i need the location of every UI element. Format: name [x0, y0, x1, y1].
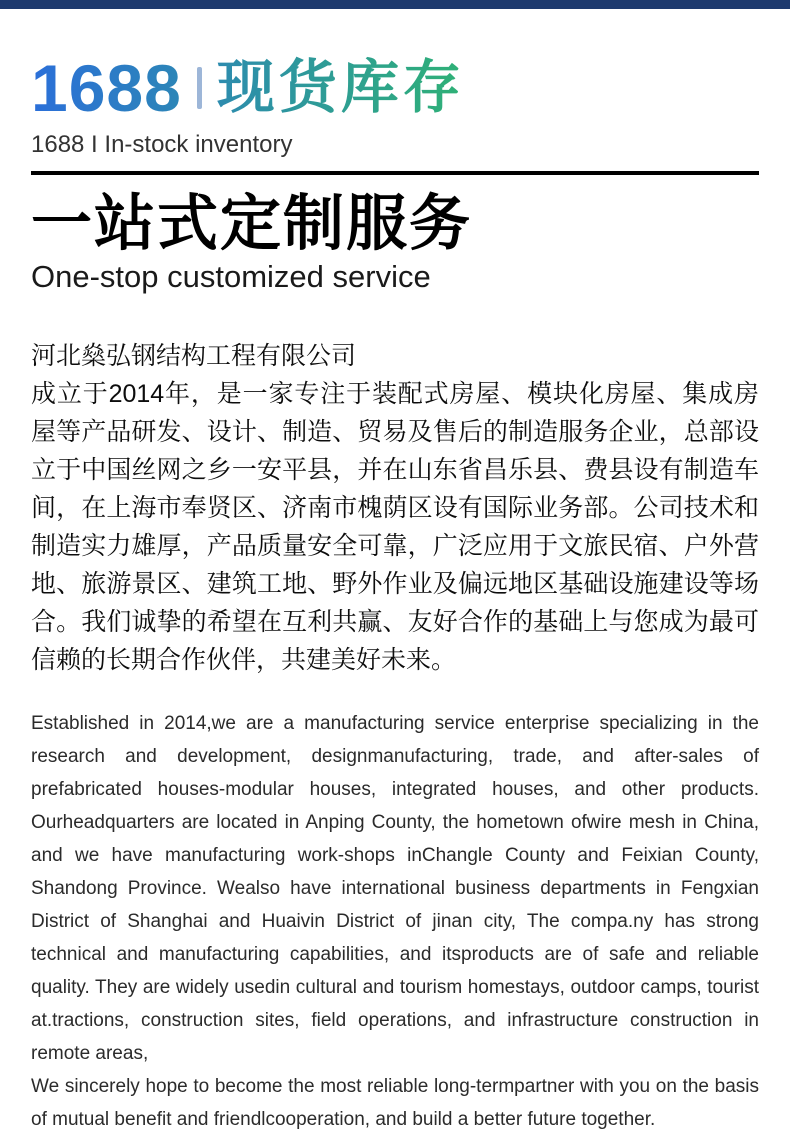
brand-separator-bar — [197, 67, 202, 109]
page-title-cn: 一站式定制服务 — [31, 189, 473, 257]
company-intro-en — [31, 707, 759, 1136]
page-title-en: One-stop customized service — [31, 259, 431, 295]
company-intro-cn — [31, 337, 759, 679]
brand-lockup — [31, 51, 465, 125]
brand-subtitle-en: 1688 I In-stock inventory — [31, 131, 293, 158]
header-divider — [31, 171, 759, 175]
brand-title-cn: 现货库存 — [216, 55, 465, 120]
content — [0, 9, 790, 1136]
header — [31, 9, 759, 295]
company-intro-cn-text: 成立于2014年，是一家专注于装配式房屋、模块化房屋、集成房屋等产品研发、设计、制造、贸易及售后的制造服务企业，总部设立于中国丝网之乡一安平县，并在山东省昌乐县、费县设有制造车间，在上海市奉贤区、济南市槐荫区设有国际业务部。公司技术和制造实力雄厚，产品质量安全可靠，广泛应用于文旅民宿、户外营地、旅游景区、建筑工地、野外作业及偏远地区基础设施建设等场合。我们诚挚的希望在互利共赢、友好合作的基础上与您成为最可信赖的长期合作伙伴，共建美好未来。 — [31, 379, 759, 674]
company-intro-en-paragraph-1: Established in 2014,we are a manufacturing service enterprise specializing in the research and development, designmanufacturing, trade, and after-sales of prefabricated houses-modular houses, integrated houses, and other products. Ourheadquarters are located in Anping County, the hometown ofwire mesh in China, and we have manufacturing work-shops inChangle County and Feixian County, Shandong Province. Wealso have international business departments in Fengxian District of Shanghai and Huaivin District of jinan city, The compa.ny has strong technical and manufacturing capabilities, and itsproducts are of safe and reliable quality. They are widely usedin cultural and tourism homestays, outdoor camps, tourist at.tractions, construction sites, field operations, and infrastructure construction in remote areas, — [31, 712, 759, 1064]
company-intro-en-paragraph-2: We sincerely hope to become the most reliable long-termpartner with you on the basis of mutual benefit and friendlcooperation, and build a better future together. — [31, 1075, 759, 1130]
company-name-cn: 河北燊弘钢结构工程有限公司 — [31, 341, 357, 370]
brand-1688: 1688 — [31, 51, 182, 125]
top-accent-bar — [0, 0, 790, 9]
company-intro-section — [31, 337, 759, 1136]
